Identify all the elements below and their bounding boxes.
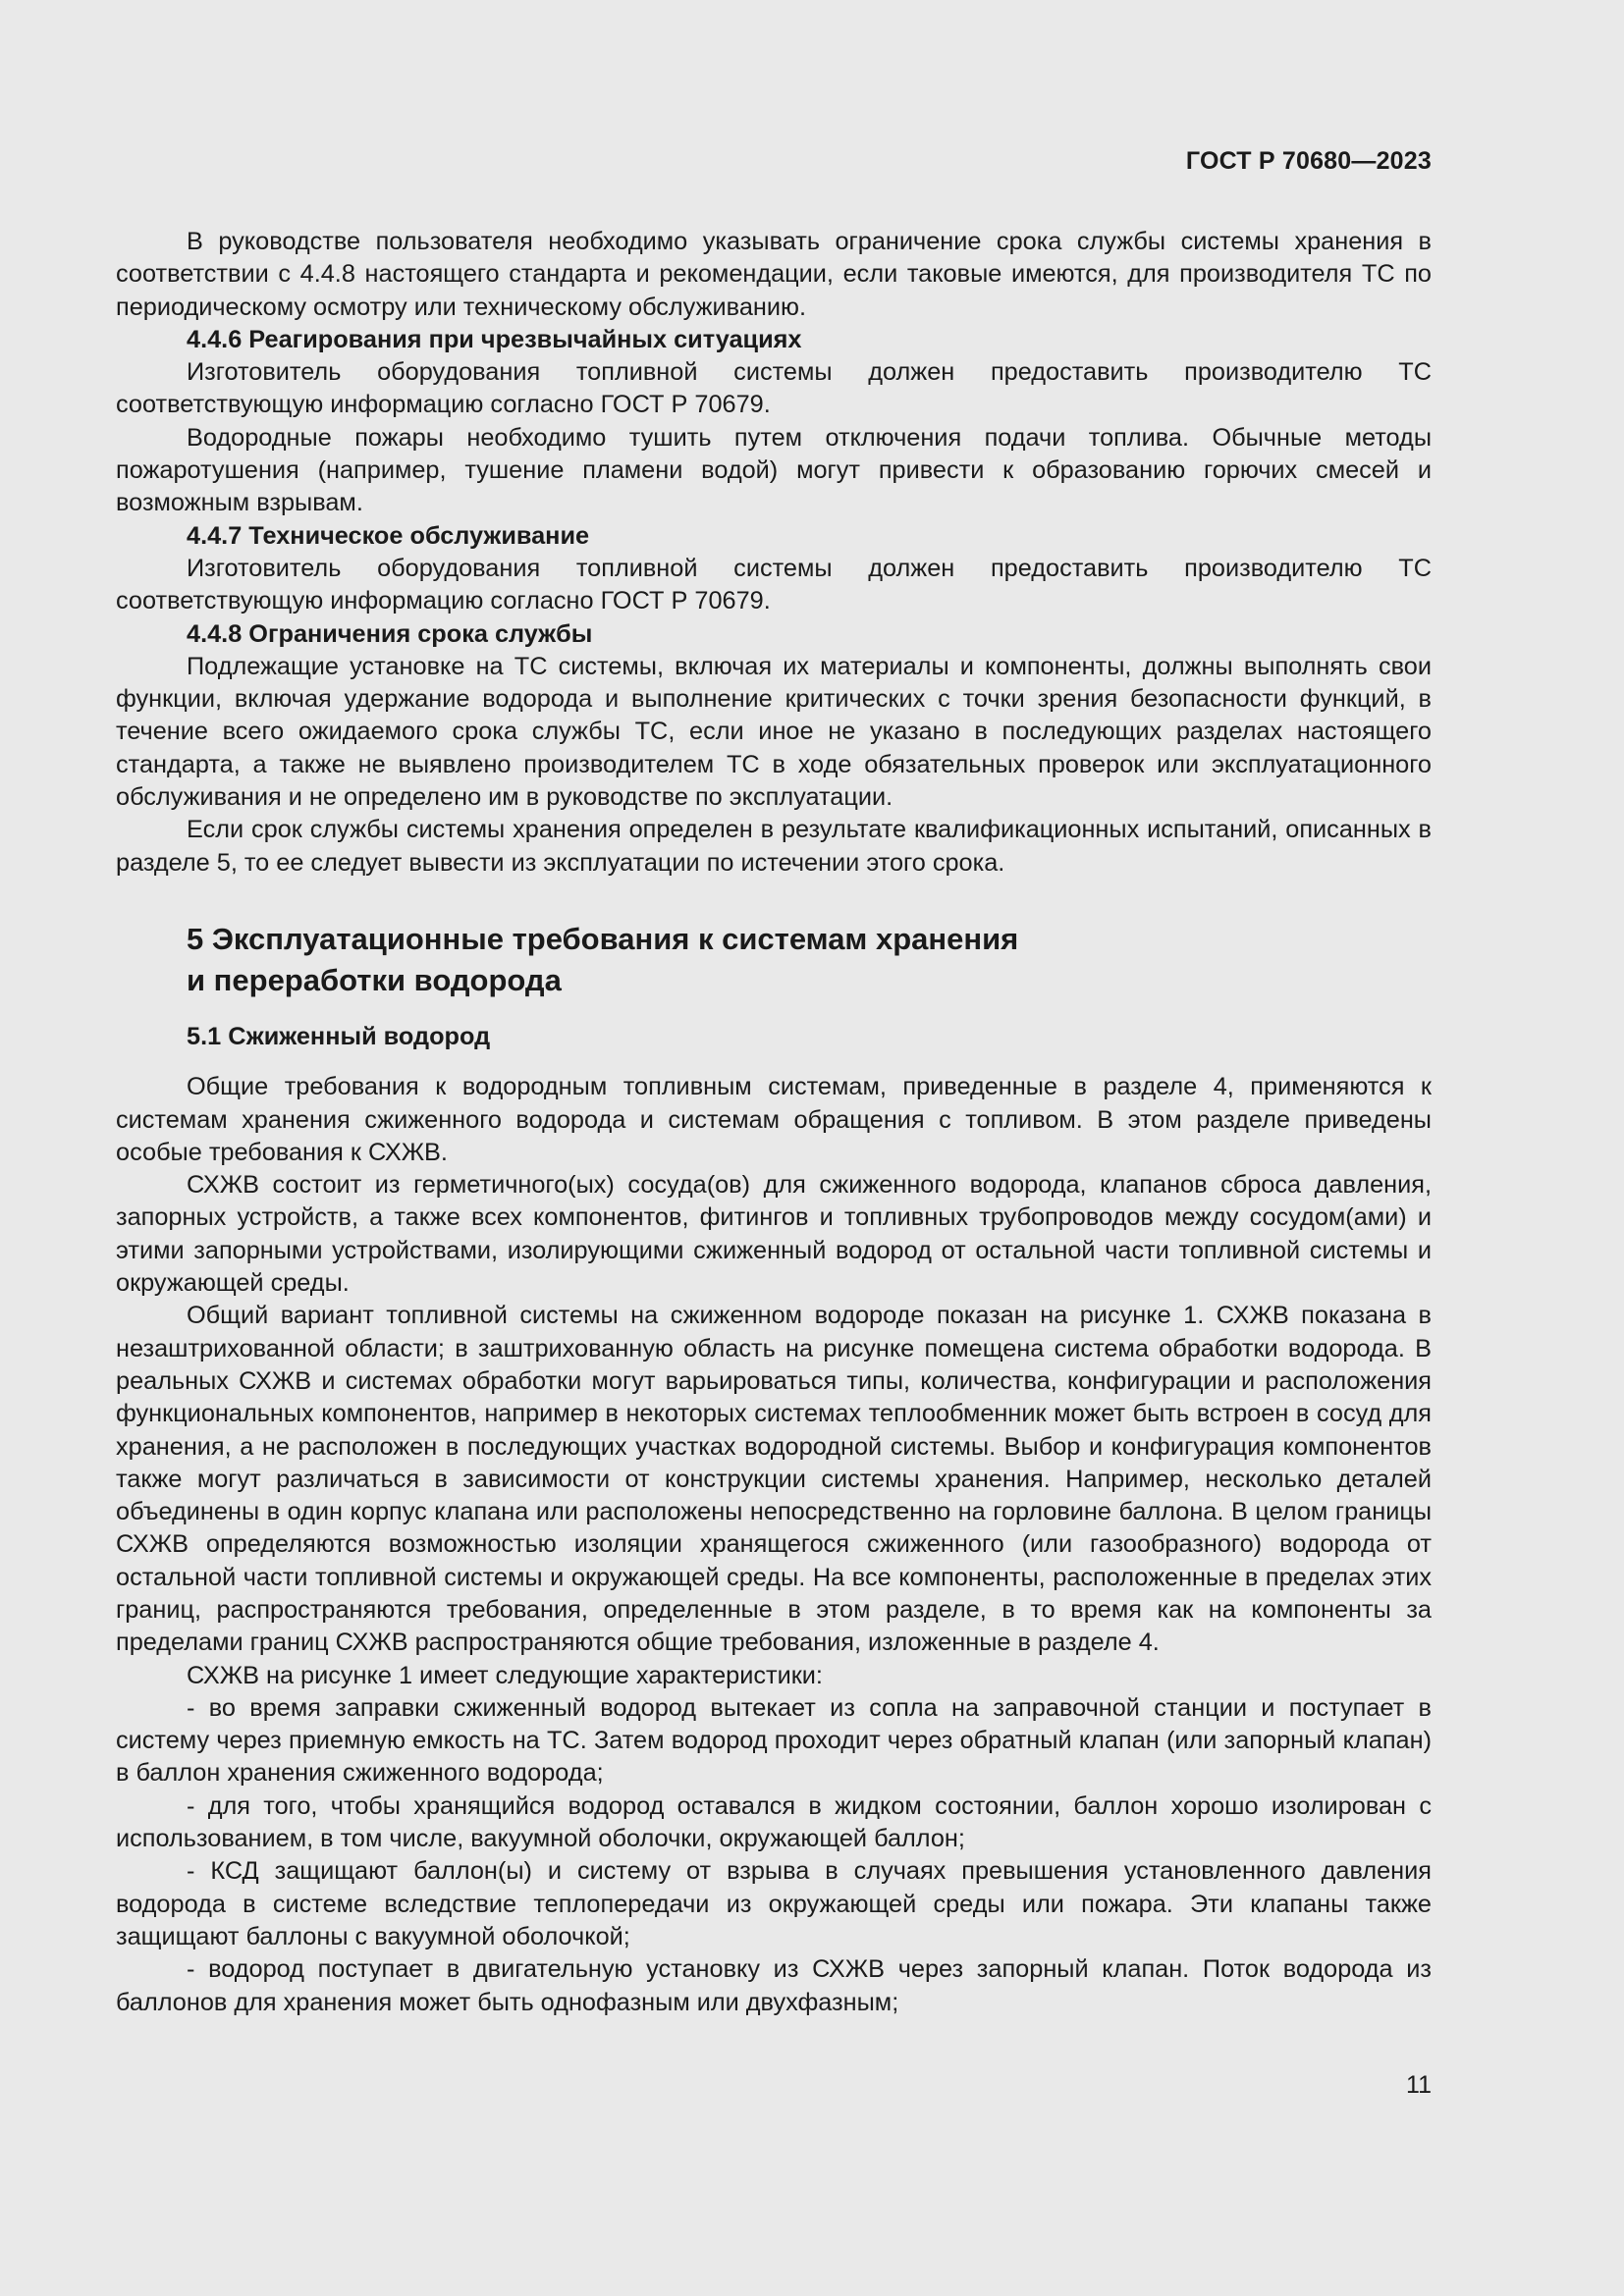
paragraph: В руководстве пользователя необходимо указывать ограничение срока службы системы хранения в соответствии с 4.4.8 настоящего стандарта и рекомендации, если таковые имеются, для производителя ТС по периодическому осмотру или техническому обслуживанию. xyxy=(116,228,1432,321)
subsection-heading-4-4-7: 4.4.7 Техническое обслуживание xyxy=(187,521,590,550)
paragraph: Общий вариант топливной системы на сжиженном водороде показан на рисунке 1. СХЖВ показана в незаштрихованной области; в заштрихованную область на рисунке помещена система обработки водорода. В реальных СХЖВ и системах обработки могут варьироваться типы, количества, конфигурации и расположения функциональных компонентов, например в некоторых системах теплообменник может быть встроен в сосуд для хранения, а не расположен в последующих участках водородной системы. Выбор и конфигурация компонентов также могут различаться в зависимости от конструкции системы хранения. Например, несколько деталей объединены в один корпус клапана или расположены непосредственно на горловине баллона. В целом границы СХЖВ определяются возможностью изоляции хранящегося сжиженного (или газообразного) водорода от остальной части топливной системы и окружающей среды. На все компоненты, расположенные в пределах этих границ, распространяются требования, определенные в этом разделе, в то время как на компоненты за пределами границ СХЖВ распространяются общие требования, изложенные в разделе 4. xyxy=(116,1302,1432,1657)
paragraph: Общие требования к водородным топливным системам, приведенные в разделе 4, применяются к системам хранения сжиженного водорода и системам обращения с топливом. В этом разделе приведены особые требования к СХЖВ. xyxy=(116,1073,1432,1166)
subsection-heading-4-4-8: 4.4.8 Ограничения срока службы xyxy=(187,619,593,648)
document-page xyxy=(116,0,1432,2296)
section-heading-line-2: и переработки водорода xyxy=(187,962,562,997)
paragraph: Подлежащие установке на ТС системы, включая их материалы и компоненты, должны выполнять свои функции, включая удержание водорода и выполнение критических с точки зрения безопасности функций, в течение всего ожидаемого срока службы ТС, если иное не указано в последующих разделах настоящего стандарта, а также не выявлено производителем ТС в ходе обязательных проверок или эксплуатационного обслуживания и не определено им в руководстве по эксплуатации. xyxy=(116,652,1432,812)
list-item: - водород поступает в двигательную установку из СХЖВ через запорный клапан. Поток водорода из баллонов для хранения может быть однофазным или двухфазным; xyxy=(116,1955,1432,2016)
section-heading-line-1: 5 Эксплуатационные требования к системам хранения xyxy=(187,921,1019,956)
paragraph: Изготовитель оборудования топливной системы должен предоставить производителю ТС соответствующую информацию согласно ГОСТ Р 70679. xyxy=(116,358,1432,419)
paragraph: Изготовитель оборудования топливной системы должен предоставить производителю ТС соответствующую информацию согласно ГОСТ Р 70679. xyxy=(116,554,1432,615)
paragraph: Водородные пожары необходимо тушить путем отключения подачи топлива. Обычные методы пожаротушения (например, тушение пламени водой) могут привести к образованию горючих смесей и возможным взрывам. xyxy=(116,423,1432,517)
paragraph: СХЖВ состоит из герметичного(ых) сосуда(ов) для сжиженного водорода, клапанов сброса давления, запорных устройств, а также всех компонентов, фитингов и топливных трубопроводов между сосудом(ами) и этими запорными устройствами, изолирующими сжиженный водород от остальной части топливной системы и окружающей среды. xyxy=(116,1171,1432,1298)
paragraph: СХЖВ на рисунке 1 имеет следующие характеристики: xyxy=(187,1661,823,1689)
section-heading-5 xyxy=(116,919,1432,1001)
document-body xyxy=(116,226,1432,2019)
list-item: - для того, чтобы хранящийся водород оставался в жидком состоянии, баллон хорошо изолирован с использованием, в том числе, вакуумной оболочки, окружающей баллон; xyxy=(116,1791,1432,1853)
subsection-heading-5-1: 5.1 Сжиженный водород xyxy=(187,1022,491,1050)
document-code-header: ГОСТ Р 70680—2023 xyxy=(1185,147,1432,175)
paragraph: Если срок службы системы хранения определен в результате квалификационных испытаний, описанных в разделе 5, то ее следует вывести из эксплуатации по истечении этого срока. xyxy=(116,816,1432,877)
list-item: - КСД защищают баллон(ы) и систему от взрыва в случаях превышения установленного давления водорода в системе вследствие теплопередачи из окружающей среды или пожара. Эти клапаны также защищают баллоны с вакуумной оболочкой; xyxy=(116,1857,1432,1950)
page-number: 11 xyxy=(1406,2071,1432,2099)
subsection-heading-4-4-6: 4.4.6 Реагирования при чрезвычайных ситуациях xyxy=(187,325,802,353)
list-item: - во время заправки сжиженный водород вытекает из сопла на заправочной станции и поступает в систему через приемную емкость на ТС. Затем водород проходит через обратный клапан (или запорный клапан) в баллон хранения сжиженного водорода; xyxy=(116,1693,1432,1788)
